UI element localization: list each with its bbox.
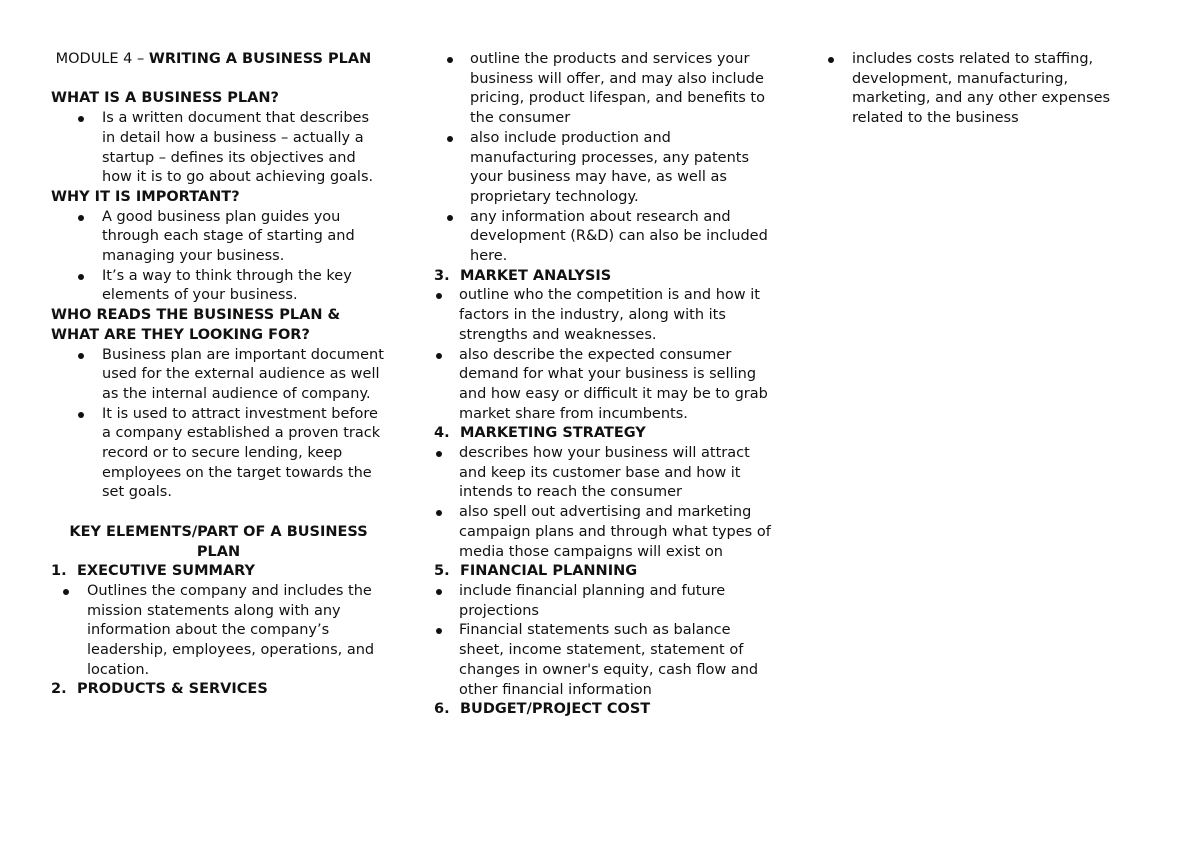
column-1: [51, 50, 386, 700]
list-item: also include production and manufacturing processes, any patents your business may have, as well as proprietary technology.: [434, 129, 774, 208]
section-title: PRODUCTS & SERVICES: [77, 681, 268, 698]
list-item: include financial planning and future projections: [434, 582, 774, 621]
module-title-text: WRITING A BUSINESS PLAN: [148, 51, 372, 67]
list-item: Business plan are important document used for the external audience as well as the internal audience of company.: [51, 346, 386, 405]
list-item: outline who the competition is and how it factors in the industry, along with its strengths and weaknesses.: [434, 286, 774, 345]
section-6-heading: [434, 700, 774, 720]
key-elements-heading: KEY ELEMENTS/PART OF A BUSINESS PLAN: [69, 523, 368, 560]
section-4-list: [434, 444, 774, 562]
section-number: 2.: [51, 681, 67, 698]
section-title: EXECUTIVE SUMMARY: [77, 563, 256, 580]
who-list: [51, 346, 386, 504]
what-heading: WHAT IS A BUSINESS PLAN?: [51, 90, 279, 107]
section-5-heading: [434, 562, 774, 582]
what-list: [51, 109, 386, 188]
section-title: BUDGET/PROJECT COST: [460, 701, 651, 718]
section-number: 3.: [434, 267, 450, 284]
section-number: 1.: [51, 563, 67, 580]
section-3-heading: [434, 267, 774, 287]
section-number: 5.: [434, 563, 450, 580]
list-item: Outlines the company and includes the mission statements along with any information about the company’s leadership, employees, operations, and location.: [51, 582, 386, 681]
section-4-heading: [434, 424, 774, 444]
list-item: It is used to attract investment before a company established a proven track record or to secure lending, keep employees on the target towards the set goals.: [51, 405, 386, 504]
column-3: [816, 50, 1136, 129]
section-1-heading: [51, 562, 386, 582]
section-title: FINANCIAL PLANNING: [460, 563, 638, 580]
section-title: MARKET ANALYSIS: [460, 267, 612, 284]
list-item: also spell out advertising and marketing campaign plans and through what types of media those campaigns will exist on: [434, 503, 774, 562]
list-item: Financial statements such as balance sheet, income statement, statement of changes in owner's equity, cash flow and other financial information: [434, 621, 774, 700]
section-number: 6.: [434, 701, 450, 718]
why-list: [51, 208, 386, 307]
who-heading: WHO READS THE BUSINESS PLAN & WHAT ARE THEY LOOKING FOR?: [51, 307, 341, 343]
spacer: [51, 503, 386, 523]
section-5-list: [434, 582, 774, 700]
list-item: describes how your business will attract and keep its customer base and how it intends to reach the consumer: [434, 444, 774, 503]
list-item: It’s a way to think through the key elements of your business.: [51, 267, 386, 306]
module-prefix: MODULE 4 –: [55, 51, 149, 67]
module-title: [51, 50, 386, 70]
list-item: outline the products and services your business will offer, and may also include pricing, product lifespan, and benefits to the consumer: [434, 50, 774, 129]
section-6-list: [816, 50, 1136, 129]
spacer: [51, 70, 386, 90]
section-1-list: [51, 582, 386, 681]
section-2-heading: [51, 680, 386, 700]
section-3-list: [434, 286, 774, 424]
section-2-list: [434, 50, 774, 267]
list-item: any information about research and development (R&D) can also be included here.: [434, 208, 774, 267]
list-item: includes costs related to staffing, development, manufacturing, marketing, and any other expenses related to the business: [816, 50, 1136, 129]
list-item: A good business plan guides you through each stage of starting and managing your business.: [51, 208, 386, 267]
list-item: also describe the expected consumer demand for what your business is selling and how easy or difficult it may be to grab market share from incumbents.: [434, 346, 774, 425]
section-number: 4.: [434, 425, 450, 442]
section-title: MARKETING STRATEGY: [460, 425, 646, 442]
list-item: Is a written document that describes in detail how a business – actually a startup – defines its objectives and how it is to go about achieving goals.: [51, 109, 386, 188]
column-2: [434, 50, 774, 720]
why-heading: WHY IT IS IMPORTANT?: [51, 188, 240, 205]
